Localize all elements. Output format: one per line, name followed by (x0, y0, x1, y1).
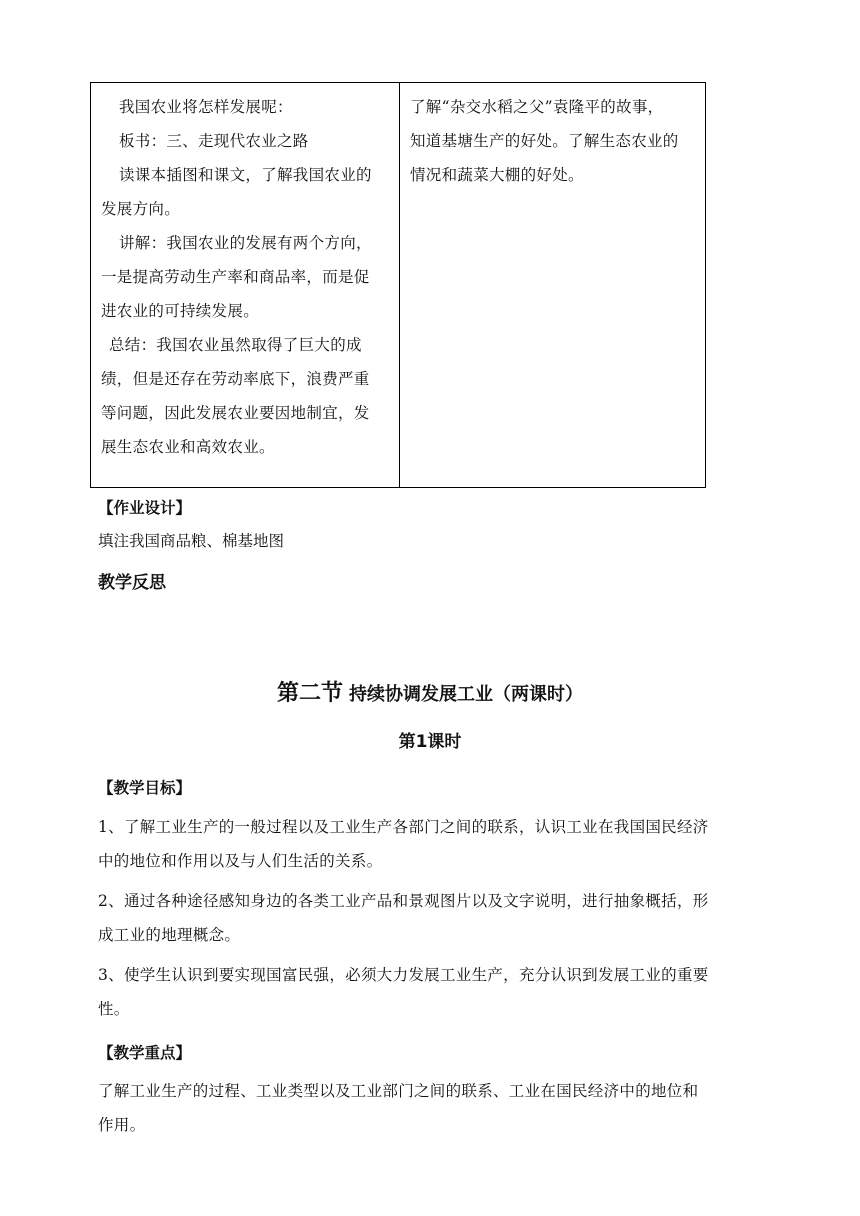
table-line: 等问题，因此发展农业要因地制宜，发 (101, 404, 370, 422)
section-name: 持续协调发展工业（两课时） (349, 684, 583, 705)
key-points-line: 了解工业生产的过程、工业类型以及工业部门之间的联系、工业在国民经济中的地位和 (98, 1082, 699, 1100)
objective-line: 2、通过各种途径感知身边的各类工业产品和景观图片以及文字说明，进行抽象概括，形 (98, 892, 709, 910)
objective-line: 3、使学生认识到要实现国富民强，必须大力发展工业生产，充分认识到发展工业的重要 (98, 966, 709, 984)
objective-line: 性。 (98, 1000, 130, 1018)
table-line: 读课本插图和课文，了解我国农业的 (119, 166, 372, 184)
table-line: 情况和蔬菜大棚的好处。 (410, 166, 584, 184)
lesson-subtitle: 第1课时 (398, 732, 462, 752)
table-line: 了解“杂交水稻之父”袁隆平的故事， (410, 98, 664, 116)
key-points-text (98, 1074, 766, 1142)
homework-text: 填注我国商品粮、棉基地图 (98, 532, 285, 550)
table-line: 进农业的可持续发展。 (101, 302, 260, 320)
lesson-plan-table (90, 82, 706, 488)
table-line: 一是提高劳动生产率和商品率，而是促 (101, 268, 370, 286)
objective-item (98, 810, 766, 878)
table-line: 总结：我国农业虽然取得了巨大的成 (109, 336, 362, 354)
table-line: 讲解：我国农业的发展有两个方向， (119, 234, 372, 252)
objective-line: 中的地位和作用以及与人们生活的关系。 (98, 852, 383, 870)
table-line: 绩，但是还存在劳动率底下，浪费严重 (101, 370, 370, 388)
table-line: 展生态农业和高效农业。 (101, 438, 275, 456)
objective-item (98, 884, 766, 952)
reflection-heading: 教学反思 (98, 573, 166, 593)
section-title (0, 676, 860, 707)
key-points-line: 作用。 (98, 1116, 146, 1134)
table-line: 知道基塘生产的好处。了解生态农业的 (410, 132, 679, 150)
section-number: 第二节 (276, 681, 343, 706)
table-line: 发展方向。 (101, 200, 181, 218)
key-points-heading: 【教学重点】 (98, 1044, 192, 1062)
objective-line: 1、了解工业生产的一般过程以及工业生产各部门之间的联系，认识工业在我国国民经济 (98, 818, 709, 836)
table-line: 我国农业将怎样发展呢： (119, 98, 293, 116)
student-activity-cell (400, 83, 705, 487)
table-line: 板书：三、走现代农业之路 (119, 132, 309, 150)
homework-heading: 【作业设计】 (98, 499, 192, 517)
objective-line: 成工业的地理概念。 (98, 926, 241, 944)
teacher-activity-cell (91, 83, 400, 487)
objectives-heading: 【教学目标】 (98, 779, 192, 797)
objective-item (98, 958, 766, 1026)
